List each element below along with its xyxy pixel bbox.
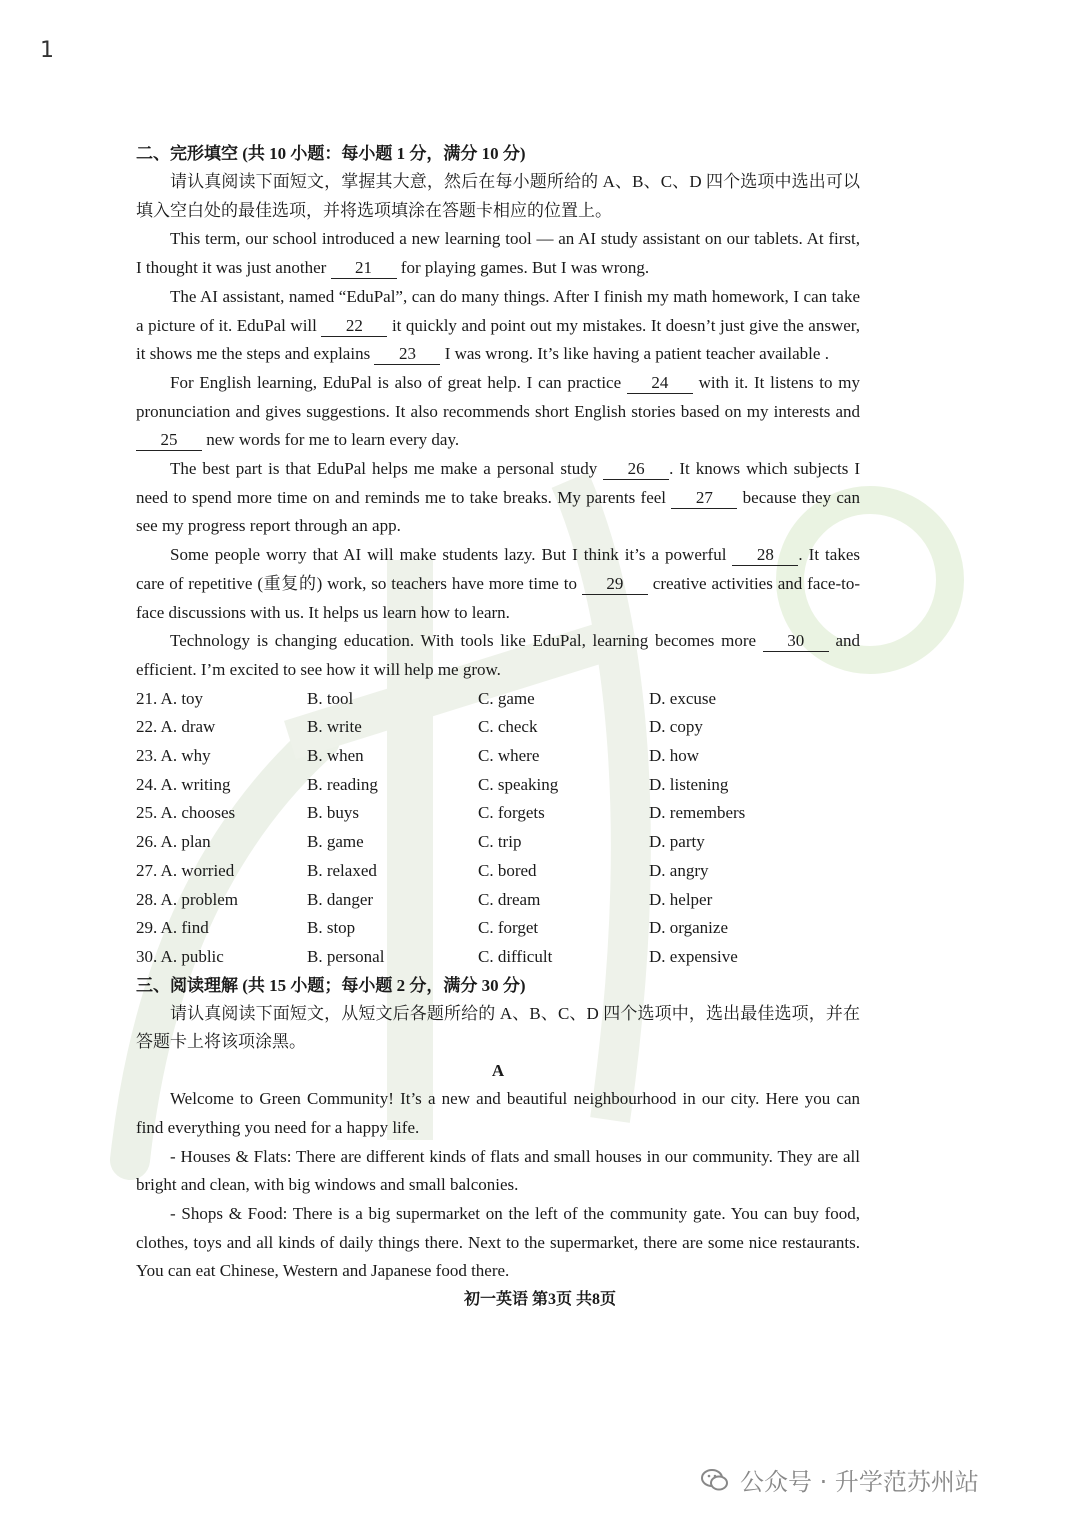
wechat-label: 公众号 · 升学范苏州站 [740, 1468, 979, 1496]
answer-blank: 24 [627, 373, 693, 394]
option: B. when [307, 746, 364, 766]
option-row [136, 771, 860, 800]
option-row [136, 943, 860, 972]
option-row [136, 914, 860, 943]
option: B. relaxed [307, 860, 377, 880]
passage-paragraph: - Houses & Flats: There are different kinds of flats and small houses in our community. They are all bright and clean, with big windows and small balconies. [136, 1146, 860, 1195]
wechat-account-tag [700, 1462, 979, 1497]
passage-paragraph: - Shops & Food: There is a big supermarket on the left of the community gate. You can buy food, clothes, toys and all kinds of daily things there. Next to the supermarket, there are some nice restaurants. You can eat Chinese, Western and Japanese food there. [136, 1203, 860, 1281]
option-row [136, 828, 860, 857]
option: D. listening [649, 774, 729, 794]
option: B. game [307, 832, 364, 852]
section-title: 三、阅读理解 (共 15 小题；每小题 2 分，满分 30 分) [136, 975, 526, 995]
passage-paragraph: This term, our school introduced a new learning tool — an AI study assistant on our tablets. At first, I thought it was just another 21 for playing games. But I was wrong. [136, 229, 860, 278]
section-instructions: 请认真阅读下面短文，掌握其大意，然后在每小题所给的 A、B、C、D 四个选项中选出可以填入空白处的最佳选项，并将选项填涂在答题卡相应的位置上。 [136, 172, 860, 220]
passage-paragraph: The AI assistant, named “EduPal”, can do many things. After I finish my math homework, I can take a picture of it. EduPal will 22 it quickly and point out my mistakes. It doesn’t just give the answer, it shows me the steps and explains 23 I was wrong. It’s like having a patient teacher available . [136, 286, 860, 364]
option: C. game [478, 688, 535, 708]
section-title: 二、完形填空 (共 10 小题：每小题 1 分，满分 10 分) [136, 144, 526, 163]
options-list [136, 685, 860, 972]
option: D. excuse [649, 688, 717, 708]
passage-paragraph: For English learning, EduPal is also of great help. I can practice 24 with it. It listens to my pronunciation and gives suggestions. It also recommends short English stories based on my interests and 25 new words for me to learn every day. [136, 372, 860, 450]
option: D. organize [649, 918, 728, 938]
option-row [136, 857, 860, 886]
option: B. write [307, 717, 362, 737]
option: C. trip [478, 832, 522, 852]
option: C. difficult [478, 946, 553, 966]
option: 23. A. why [136, 746, 211, 766]
option-row [136, 742, 860, 771]
option: C. bored [478, 860, 537, 880]
option: D. how [649, 746, 700, 766]
option: C. speaking [478, 774, 559, 794]
answer-blank: 25 [136, 430, 202, 451]
option: B. personal [307, 946, 385, 966]
option: B. danger [307, 889, 374, 909]
answer-blank: 29 [582, 574, 648, 595]
option-row [136, 886, 860, 915]
option: 29. A. find [136, 918, 209, 938]
option: C. forgets [478, 803, 545, 823]
option-row [136, 713, 860, 742]
option: D. party [649, 832, 705, 852]
answer-blank: 22 [321, 316, 387, 337]
answer-blank: 28 [732, 545, 798, 566]
option: D. expensive [649, 946, 738, 966]
option: C. check [478, 717, 538, 737]
option-row [136, 799, 860, 828]
option: B. tool [307, 688, 354, 708]
option: C. forget [478, 918, 539, 938]
option: D. helper [649, 889, 713, 909]
answer-blank: 26 [603, 459, 669, 480]
option: C. where [478, 746, 540, 766]
option: D. copy [649, 717, 703, 737]
option: 26. A. plan [136, 832, 211, 852]
answer-blank: 30 [763, 631, 829, 652]
passage-paragraph: Some people worry that AI will make students lazy. But I think it’s a powerful 28 . It takes care of repetitive (重复的) work, so teachers have more time to 29 creative activities and face-to-face discussions with us. It helps us learn how to learn. [136, 545, 861, 622]
answer-blank: 23 [374, 344, 440, 365]
passage-paragraph: Technology is changing education. With tools like EduPal, learning becomes more 30 and efficient. I’m excited to see how it will help me grow. [136, 631, 860, 679]
option: D. remembers [649, 803, 746, 823]
wechat-icon [700, 1465, 730, 1495]
exam-content [136, 140, 860, 1286]
passage-label: A [491, 1061, 505, 1081]
passage-paragraph: Welcome to Green Community! It’s a new and beautiful neighbourhood in our city. Here you can find everything you need for a happy life. [136, 1089, 860, 1137]
option: C. dream [478, 889, 541, 909]
option: B. buys [307, 803, 359, 823]
passage-paragraph: The best part is that EduPal helps me make a personal study 26 . It knows which subjects I need to spend more time on and reminds me to take breaks. My parents feel 27 because they can see my progress report through an app. [136, 459, 860, 536]
option-row [136, 685, 860, 714]
page-footer: 初一英语 第3页 共8页 [463, 1291, 616, 1308]
option: B. reading [307, 774, 378, 794]
option: D. angry [649, 860, 709, 880]
answer-blank: 27 [671, 488, 737, 509]
section-instructions: 请认真阅读下面短文，从短文后各题所给的 A、B、C、D 四个选项中，选出最佳选项，并在答题卡上将该项涂黑。 [136, 1003, 860, 1052]
option: 25. A. chooses [136, 803, 236, 823]
option: 22. A. draw [136, 717, 216, 737]
answer-blank: 21 [331, 258, 397, 279]
option: 21. A. toy [136, 688, 204, 708]
option: B. stop [307, 918, 356, 938]
page-corner-number: 1 [40, 38, 54, 63]
option: 30. A. public [136, 946, 224, 966]
option: 28. A. problem [136, 889, 238, 909]
option: 27. A. worried [136, 860, 235, 880]
option: 24. A. writing [136, 774, 231, 794]
